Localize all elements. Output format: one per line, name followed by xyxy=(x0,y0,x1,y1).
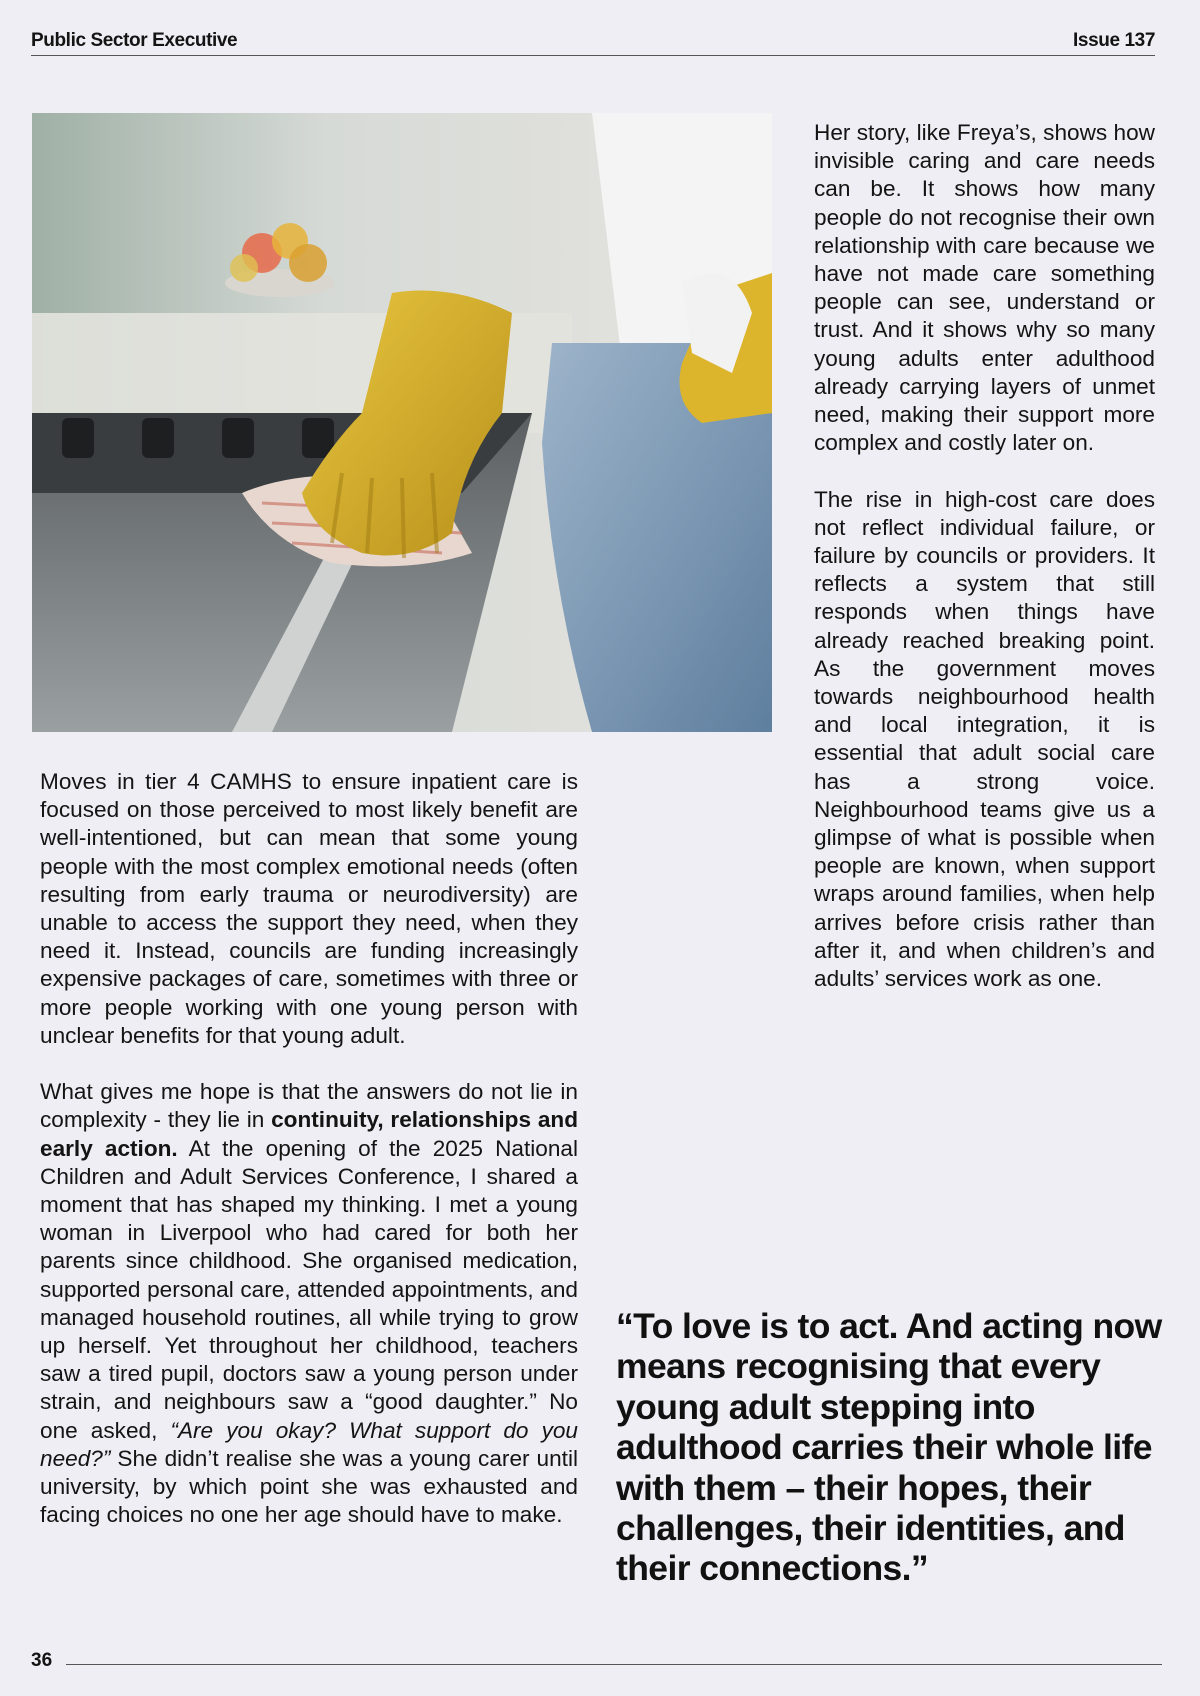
footer-rule xyxy=(66,1664,1162,1665)
issue-number: Issue 137 xyxy=(1073,30,1155,51)
left-paragraph-2: What gives me hope is that the answers do not lie in complexity - they lie in continuity, relationships and early action. At the opening of the 2025 National Children and Adult Services Conference, I shared a moment that has shaped my thinking. I met a young woman in Liverpool who had cared for both her parents since childhood. She organised medication, supported personal care, attended appointments, and managed household routines, all while trying to grow up herself. Yet throughout her childhood, teachers saw a tired pupil, doctors saw a young person under strain, and neighbours saw a “good daughter.” No one asked, “Are you okay? What support do you need?” She didn’t realise she was a young carer until university, by which point she was exhausted and facing choices no one her age should have to make. xyxy=(40,1079,578,1528)
page-footer xyxy=(31,1646,1162,1676)
cleaning-photo xyxy=(32,113,772,732)
pull-quote: “To love is to act. And acting now means recognising that every young adult stepping into adulthood carries their whole life with them – their hopes, their challenges, their identities, and their connections.” xyxy=(616,1306,1162,1589)
left-paragraph-1: Moves in tier 4 CAMHS to ensure inpatient care is focused on those perceived to most likely benefit are well-intentioned, but can mean that some young people with the most complex emotional needs (often resulting from early trauma or neurodiversity) are unable to access the support they need, when they need it. Instead, councils are funding increasingly expensive packages of care, sometimes with three or more people working with one young person with unclear benefits for that young adult. xyxy=(40,769,578,1048)
quoted-question: “Are you okay? What support do you need?” xyxy=(40,1417,578,1471)
page-number: 36 xyxy=(31,1650,53,1671)
left-article-column xyxy=(40,768,578,1529)
right-paragraph-1: Her story, like Freya’s, shows how invisible caring and care needs can be. It shows how many people do not recognise their own relationship with care because we have not made care something people can see, understand or trust. And it shows why so many young adults enter adulthood already carrying layers of unmet need, making their support more complex and costly later on. xyxy=(814,120,1155,456)
right-article-column xyxy=(814,119,1155,993)
emphasis-text: continuity, relationships and early action. xyxy=(40,1107,578,1161)
right-paragraph-2: The rise in high-cost care does not reflect individual failure, or failure by councils or providers. It reflects a system that still responds when things have already reached breaking point. As the government moves towards neighbourhood health and local integration, it is essential that adult social care has a strong voice. Neighbourhood teams give us a glimpse of what is possible when people are known, when support wraps around families, when help arrives before crisis rather than after it, and when children’s and adults’ services work as one. xyxy=(814,486,1155,992)
page-header xyxy=(31,30,1155,56)
publication-name: Public Sector Executive xyxy=(31,30,238,51)
